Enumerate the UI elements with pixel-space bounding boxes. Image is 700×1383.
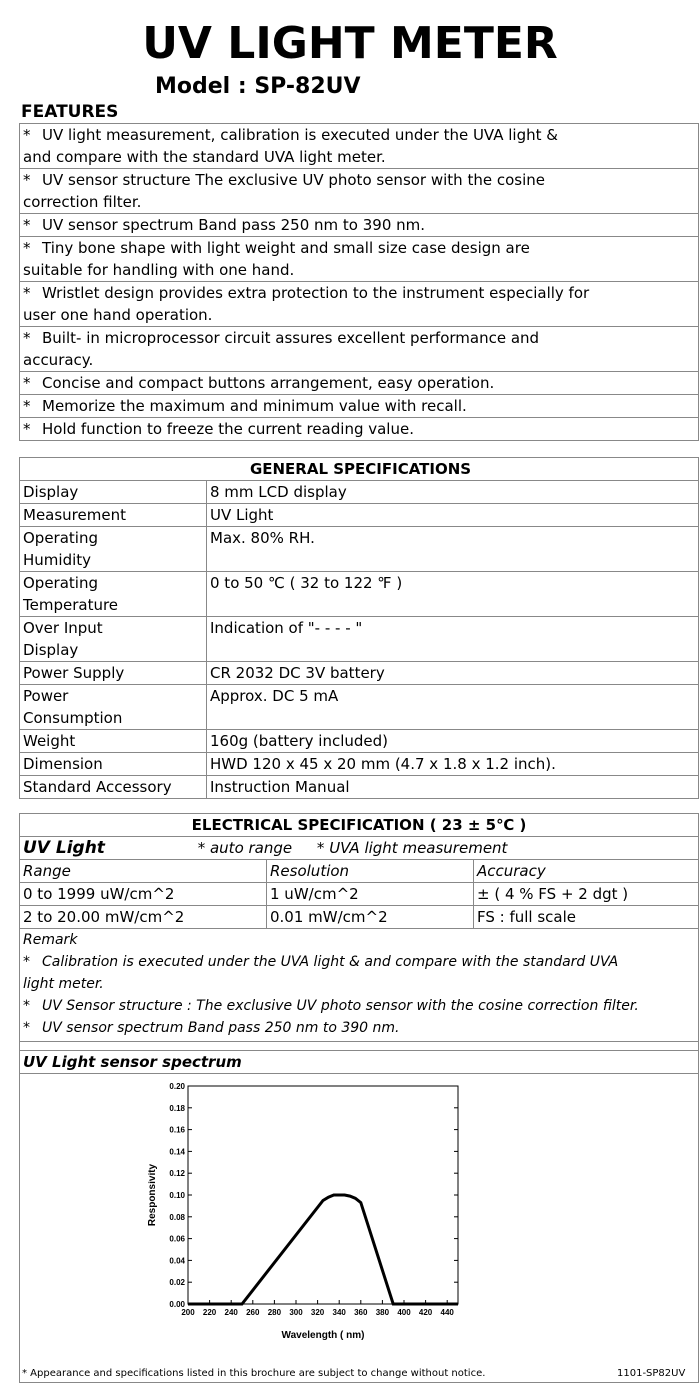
x-tick-label: 220 [202, 1308, 217, 1317]
feature-item [20, 124, 699, 169]
remark-label: Remark [23, 932, 78, 948]
spectrum-plot-cell [20, 1074, 699, 1383]
feature-item [20, 237, 699, 282]
remark-text: light meter. [23, 976, 104, 992]
accuracy-note: FS : full scale [474, 906, 699, 929]
x-tick-label: 400 [397, 1308, 411, 1317]
spectrum-title: UV Light sensor spectrum [20, 1051, 699, 1074]
remark-text: UV sensor spectrum Band pass 250 nm to 390 nm. [42, 1020, 400, 1036]
spec-label [20, 504, 207, 527]
spectrum-chart [148, 1076, 468, 1376]
y-tick-label: 0.04 [169, 1256, 185, 1266]
y-tick-label: 0.18 [169, 1103, 185, 1113]
remark-text: Calibration is executed under the UVA light & and compare with the standard UVA [42, 954, 619, 970]
x-tick-label: 360 [354, 1308, 368, 1317]
spec-label-line: Display [23, 641, 79, 659]
spec-label-line: Dimension [23, 755, 103, 773]
y-tick-label: 0.08 [169, 1212, 185, 1222]
bullet-asterisk: * [23, 126, 31, 144]
spec-label [20, 481, 207, 504]
spec-label [20, 685, 207, 730]
y-tick-label: 0.12 [169, 1169, 185, 1179]
spec-label-line: Humidity [23, 551, 92, 569]
feature-text: correction filter. [23, 193, 142, 211]
y-tick-label: 0.10 [169, 1191, 185, 1200]
electrical-specification-table [19, 813, 699, 1383]
spec-label-line: Power Supply [23, 664, 125, 682]
x-axis-label: Wavelength ( nm) [281, 1330, 365, 1341]
x-tick-label: 340 [332, 1308, 346, 1317]
y-tick-label: 0.00 [169, 1300, 185, 1309]
spec-label-line: Power [23, 687, 69, 705]
spec-label [20, 527, 207, 572]
page-title: UV LIGHT METER [142, 18, 558, 69]
x-tick-label: 200 [181, 1308, 195, 1317]
y-tick-label: 0.14 [169, 1147, 185, 1157]
footer-code: 1101-SP82UV [617, 1368, 686, 1379]
x-tick-label: 320 [310, 1308, 325, 1317]
spec-value: UV Light [207, 504, 699, 527]
col-resolution-header: Resolution [267, 860, 474, 883]
y-tick-label: 0.20 [169, 1082, 185, 1091]
feature-text: and compare with the standard UVA light meter. [23, 148, 386, 166]
feature-text: UV light measurement, calibration is executed under the UVA light & [42, 126, 558, 144]
plot-frame [188, 1086, 458, 1304]
col-accuracy-header: Accuracy [474, 860, 699, 883]
y-axis-label: Responsivity [148, 1163, 158, 1227]
feature-text: accuracy. [23, 351, 94, 369]
feature-text: Built- in microprocessor circuit assures excellent performance and [42, 329, 540, 347]
general-specifications-heading: GENERAL SPECIFICATIONS [20, 458, 699, 481]
bullet-asterisk: * [23, 420, 31, 438]
features-table [19, 123, 699, 441]
spec-label-line: Consumption [23, 709, 123, 727]
bullet-asterisk: * [23, 954, 30, 970]
feature-item [20, 169, 699, 214]
bullet-asterisk: * [23, 397, 31, 415]
accuracy-value: ± ( 4 % FS + 2 dgt ) [474, 883, 699, 906]
bullet-asterisk: * [23, 374, 31, 392]
remark-block [20, 929, 699, 1042]
spec-value: Approx. DC 5 mA [207, 685, 699, 730]
feature-text: UV sensor spectrum Band pass 250 nm to 390 nm. [42, 216, 426, 234]
remark-text: UV Sensor structure : The exclusive UV photo sensor with the cosine correction filter. [42, 998, 639, 1014]
spec-label [20, 753, 207, 776]
x-tick-label: 420 [418, 1308, 433, 1317]
range-2: 2 to 20.00 mW/cm^2 [20, 906, 267, 929]
y-tick-label: 0.16 [169, 1125, 185, 1135]
resolution-1: 1 uW/cm^2 [267, 883, 474, 906]
col-range-header: Range [20, 860, 267, 883]
feature-text: user one hand operation. [23, 306, 213, 324]
spec-label [20, 730, 207, 753]
spec-value: 0 to 50 ℃ ( 32 to 122 ℉ ) [207, 572, 699, 617]
spec-value: Instruction Manual [207, 776, 699, 799]
feature-text: Hold function to freeze the current reading value. [42, 420, 414, 438]
spec-label-line: Operating [23, 574, 98, 592]
spec-value: Max. 80% RH. [207, 527, 699, 572]
spec-value: CR 2032 DC 3V battery [207, 662, 699, 685]
resolution-2: 0.01 mW/cm^2 [267, 906, 474, 929]
spec-value: 8 mm LCD display [207, 481, 699, 504]
spec-label-line: Display [23, 483, 79, 501]
spec-value: 160g (battery included) [207, 730, 699, 753]
y-tick-label: 0.06 [169, 1234, 185, 1244]
uva-measurement-note: * UVA light measurement [316, 839, 508, 857]
spec-label-line: Operating [23, 529, 98, 547]
auto-range-note: * auto range [197, 839, 293, 857]
bullet-asterisk: * [23, 998, 30, 1014]
model-number: Model : SP-82UV [155, 74, 361, 99]
bullet-asterisk: * [23, 171, 31, 189]
general-specifications-table [19, 457, 699, 799]
feature-item [20, 214, 699, 237]
x-tick-label: 380 [375, 1308, 390, 1317]
feature-text: Wristlet design provides extra protection to the instrument especially for [42, 284, 590, 302]
feature-text: Concise and compact buttons arrangement, easy operation. [42, 374, 495, 392]
spec-label-line: Standard Accessory [23, 778, 172, 796]
feature-item [20, 395, 699, 418]
bullet-asterisk: * [23, 284, 31, 302]
responsivity-curve [188, 1195, 458, 1304]
spec-label-line: Temperature [23, 596, 119, 614]
spec-label-line: Measurement [23, 506, 126, 524]
features-heading: FEATURES [21, 102, 119, 122]
spec-label-line: Weight [23, 732, 76, 750]
uv-light-row [20, 837, 699, 860]
x-tick-label: 280 [267, 1308, 282, 1317]
uv-light-label: UV Light [23, 838, 105, 858]
bullet-asterisk: * [23, 329, 31, 347]
feature-item [20, 418, 699, 441]
footer-disclaimer: * Appearance and specifications listed in this brochure are subject to change without notice. [22, 1368, 486, 1379]
spec-label [20, 572, 207, 617]
x-tick-label: 440 [440, 1308, 454, 1317]
feature-item [20, 372, 699, 395]
spec-value: Indication of "- - - - " [207, 617, 699, 662]
spec-label-line: Over Input [23, 619, 103, 637]
x-tick-label: 300 [289, 1308, 303, 1317]
feature-item [20, 327, 699, 372]
spec-label [20, 617, 207, 662]
feature-item [20, 282, 699, 327]
feature-text: Tiny bone shape with light weight and small size case design are [42, 239, 530, 257]
feature-text: suitable for handling with one hand. [23, 261, 295, 279]
spec-label [20, 776, 207, 799]
x-tick-label: 240 [224, 1308, 238, 1317]
feature-text: Memorize the maximum and minimum value with recall. [42, 397, 467, 415]
bullet-asterisk: * [23, 1020, 30, 1036]
range-1: 0 to 1999 uW/cm^2 [20, 883, 267, 906]
y-tick-label: 0.02 [169, 1278, 185, 1288]
spacer-row [20, 1042, 699, 1051]
bullet-asterisk: * [23, 216, 31, 234]
spec-label [20, 662, 207, 685]
feature-text: UV sensor structure The exclusive UV photo sensor with the cosine [42, 171, 545, 189]
spec-value: HWD 120 x 45 x 20 mm (4.7 x 1.8 x 1.2 inch). [207, 753, 699, 776]
electrical-specification-heading: ELECTRICAL SPECIFICATION ( 23 ± 5℃ ) [20, 814, 699, 837]
x-tick-label: 260 [246, 1308, 260, 1317]
bullet-asterisk: * [23, 239, 31, 257]
